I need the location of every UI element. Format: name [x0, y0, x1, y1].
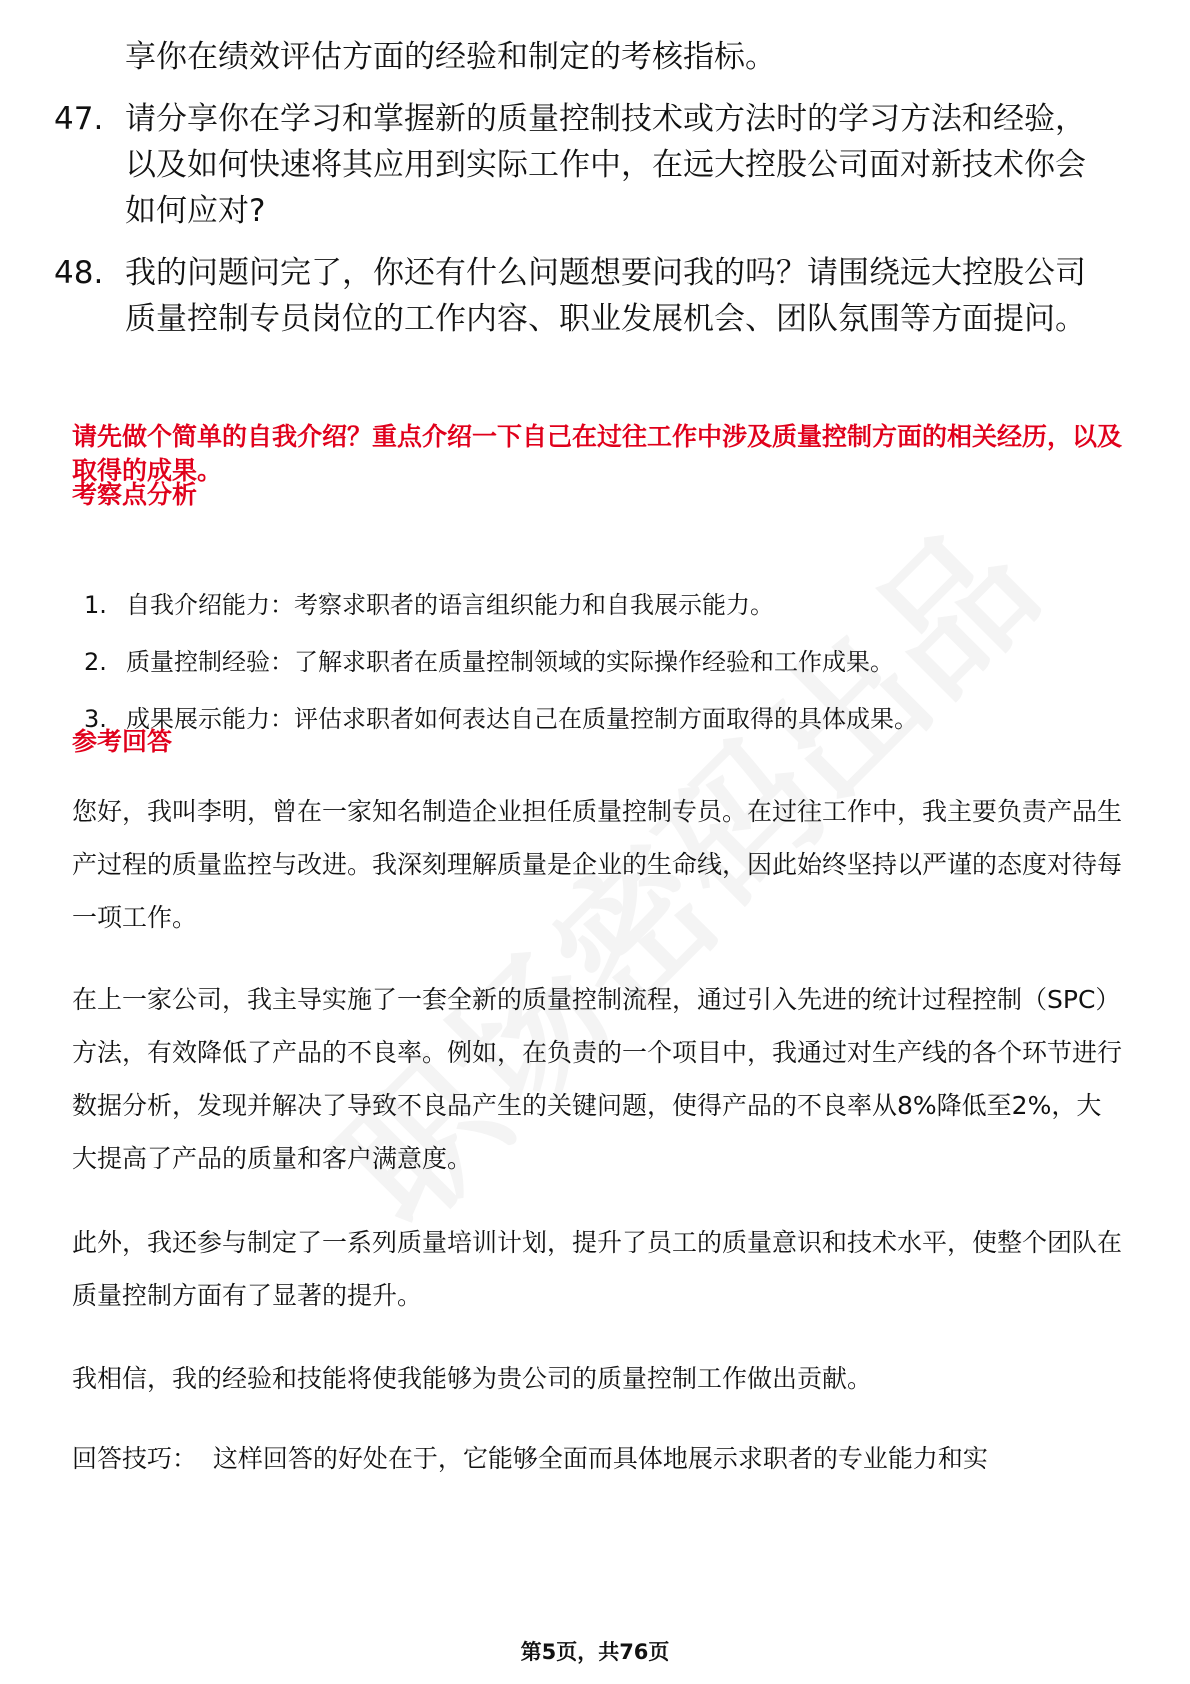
- question-number: 47.: [54, 101, 104, 137]
- question-number: 48.: [54, 255, 104, 291]
- analysis-point: [84, 704, 1124, 761]
- question-continuation: 享你在绩效评估方面的经验和制定的考核指标。: [125, 39, 776, 75]
- question-item: [54, 96, 1114, 234]
- answer-tips: 回答技巧： 这样回答的好处在于，它能够全面而具体地展示求职者的专业能力和实: [72, 1444, 988, 1473]
- page-footer: 第5页，共76页: [520, 1640, 670, 1664]
- question-text: 我的问题问完了，你还有什么问题想要问我的吗？请围绕远大控股公司质量控制专员岗位的工作内容、职业发展机会、团队氛围等方面提问。: [125, 255, 1086, 337]
- point-number: 2.: [84, 648, 107, 676]
- point-number: 3.: [84, 705, 107, 733]
- analysis-point: [84, 647, 1124, 704]
- analysis-point: [84, 590, 1124, 647]
- point-number: 1.: [84, 591, 107, 619]
- point-text: 成果展示能力：评估求职者如何表达自己在质量控制方面取得的具体成果。: [126, 705, 918, 733]
- question-list: [54, 34, 1114, 342]
- point-text: 自我介绍能力：考察求职者的语言组织能力和自我展示能力。: [126, 591, 774, 619]
- answer-paragraph: 此外，我还参与制定了一系列质量培训计划，提升了员工的质量意识和技术水平，使整个团队在质量控制方面有了显著的提升。: [72, 1228, 1123, 1310]
- answer-paragraph: 在上一家公司，我主导实施了一套全新的质量控制流程，通过引入先进的统计过程控制（SPC）方法，有效降低了产品的不良率。例如，在负责的一个项目中，我通过对生产线的各个环节进行数据分析，发现并解决了导致不良品产生的关键问题，使得产品的不良率从8%降低至2%，大大提高了产品的质量和客户满意度。: [72, 985, 1123, 1173]
- analysis-title: 考察点分析: [72, 480, 198, 509]
- analysis-points: [84, 590, 1124, 761]
- answer-paragraph: 您好，我叫李明，曾在一家知名制造企业担任质量控制专员。在过往工作中，我主要负责产品生产过程的质量监控与改进。我深刻理解质量是企业的生命线，因此始终坚持以严谨的态度对待每一项工作。: [72, 797, 1123, 932]
- answer-paragraph: 我相信，我的经验和技能将使我能够为贵公司的质量控制工作做出贡献。: [72, 1364, 873, 1393]
- answer-title: 参考回答: [72, 727, 173, 756]
- question-text: 请分享你在学习和掌握新的质量控制技术或方法时的学习方法和经验，以及如何快速将其应用到实际工作中，在远大控股公司面对新技术你会如何应对?: [125, 101, 1086, 229]
- featured-question: 请先做个简单的自我介绍？重点介绍一下自己在过往工作中涉及质量控制方面的相关经历，以及取得的成果。: [72, 422, 1123, 485]
- question-item: [54, 250, 1114, 342]
- point-text: 质量控制经验：了解求职者在质量控制领域的实际操作经验和工作成果。: [126, 648, 894, 676]
